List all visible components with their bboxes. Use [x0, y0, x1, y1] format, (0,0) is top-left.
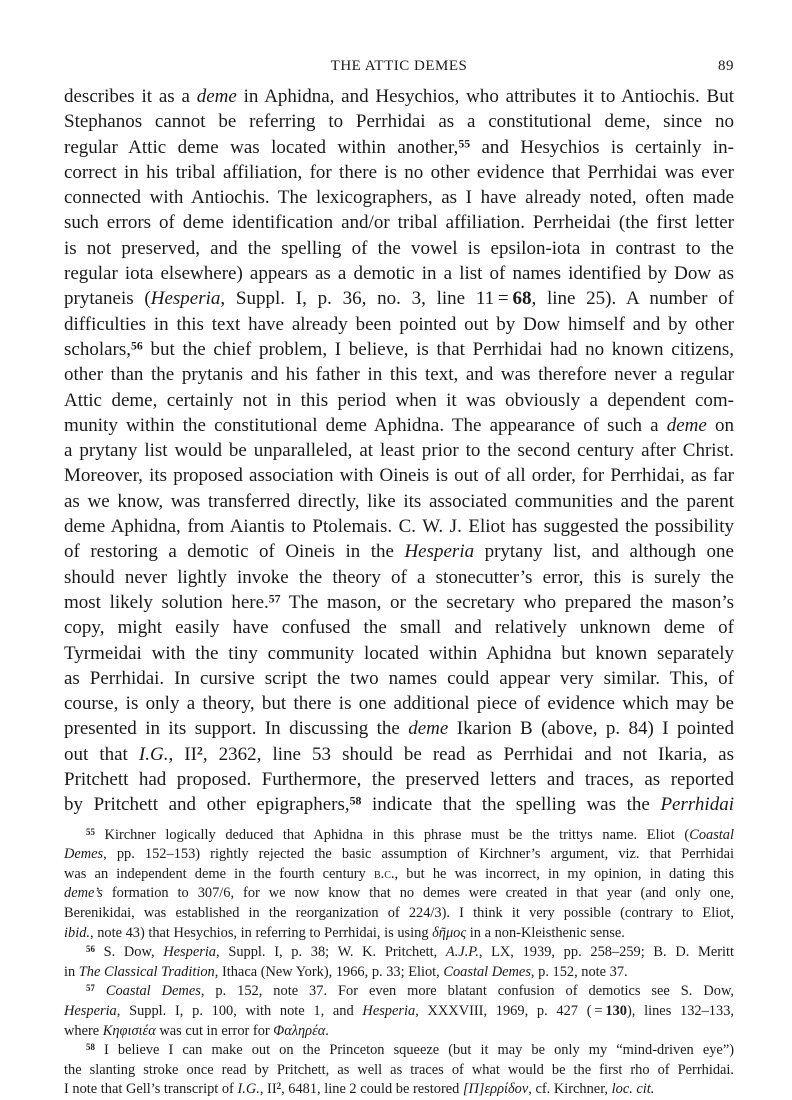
body-line: Stephanos cannot be referring to Perrhidai as a constitutional deme, since no [64, 111, 734, 133]
footnote-line: Hesperia, Suppl. I, p. 100, with note 1, and Hesperia, XXXVIII, 1969, p. 427 ( = 130), lines 132–133, [64, 1002, 734, 1019]
footnote-line: was an independent deme in the fourth century b.c., but he was incorrect, in my opinion, in dating this [64, 865, 734, 882]
footnote-line: in The Classical Tradition, Ithaca (New York), 1966, p. 33; Eliot, Coastal Demes, p. 152, note 37. [64, 963, 628, 980]
body-line: munity within the constitutional deme Aphidna. The appearance of such a deme on [64, 414, 734, 436]
body-line: should never lightly invoke the theory of a stonecutter’s error, this is surely the [64, 566, 734, 588]
body-line: Tyrmeidai with the tiny community located within Aphidna but known separately [64, 642, 734, 664]
footnote [64, 943, 734, 982]
body-line: is not preserved, and the spelling of the vowel is epsilon-iota in contrast to the [64, 237, 734, 259]
body-text [64, 84, 734, 818]
footnote-line: Demes, pp. 152–153) rightly rejected the basic assumption of Kirchner’s argument, viz. that Perrhidai [64, 846, 734, 863]
body-line: such errors of deme identification and/or tribal affiliation. Perrheidai (the first letter [64, 212, 734, 234]
body-line: out that I.G., $II^2$, 2362, line 53 should be read as Perrhidai and not Ikaria, as [64, 743, 734, 765]
body-line: Moreover, its proposed association with Oineis is out of all order, for Perrhidai, as far [64, 465, 734, 487]
footnotes [64, 826, 734, 1100]
body-line: as Perrhidai. In cursive script the two names could appear very similar. This, of [64, 667, 734, 689]
body-line: correct in his tribal affiliation, for there is no other evidence that Perrhidai was ever [64, 161, 734, 183]
footnote [64, 1041, 734, 1100]
footnote-line: deme’s formation to 307/6, for we now know that no demes were created in that year (and only one, [64, 885, 734, 902]
body-line: regular iota elsewhere) appears as a demotic in a list of names identified by Dow as [64, 263, 734, 285]
body-line: of restoring a demotic of Oineis in the Hesperia prytany list, and although one [64, 541, 734, 563]
footnote-line: $^{58}$ I believe I can make out on the Princeton squeeze (but it may be only my “mind-driven eye”) [86, 1042, 734, 1059]
footnote-line: ibid., note 43) that Hesychios, in referring to Perrhidai, is using δῆμος in a non-Kleisthenic sense. [64, 924, 625, 941]
footnote [64, 826, 734, 944]
footnote [64, 982, 734, 1041]
page-number: 89 [718, 58, 734, 74]
body-line: a prytany list would be unparalleled, at least prior to the second century after Christ. [64, 440, 734, 462]
body-line: course, is only a theory, but there is one additional piece of evidence which may be [64, 693, 734, 715]
body-line: difficulties in this text have already been pointed out by Dow himself and by other [64, 313, 734, 335]
footnote-line: I note that Gell’s transcript of I.G., $II^2$, 6481, line 2 could be restored [Π]ερρίδον, cf. Kirchner, loc. cit. [64, 1081, 655, 1098]
body-line: deme Aphidna, from Aiantis to Ptolemais. C. W. J. Eliot has suggested the possibility [64, 516, 734, 538]
footnote-line: where Κηφισιέα was cut in error for Φαληρέα. [64, 1022, 329, 1039]
body-line: scholars,$^{56}$ but the chief problem, I believe, is that Perrhidai had no known citizens, [64, 338, 734, 360]
body-line: as we know, was transferred directly, like its associated communities and the parent [64, 490, 734, 512]
body-line: prytaneis (Hesperia, Suppl. I, p. 36, no. 3, line 11 = 68, line 25). A number of [64, 288, 735, 310]
body-line: connected with Antiochis. The lexicographers, as I have already noted, often made [64, 187, 734, 209]
body-line: describes it as a deme in Aphidna, and Hesychios, who attributes it to Antiochis. But [64, 86, 734, 107]
body-line: Pritchett had proposed. Furthermore, the preserved letters and traces, as reported [64, 769, 734, 791]
body-line: most likely solution here.$^{57}$ The mason, or the secretary who prepared the mason’s [64, 591, 734, 613]
footnote-line: $^{57}$ Coastal Demes, p. 152, note 37. For even more blatant confusion of demotics see S. Dow, [86, 983, 734, 1000]
body-line: regular Attic deme was located within another,$^{55}$ and Hesychios is certainly in- [64, 136, 734, 158]
footnote-line: Berenikidai, was established in the reorganization of 224/3). I think it very possible (contrary to Eliot, [64, 904, 734, 921]
body-line: other than the prytanis and his father in this text, and was therefore never a regular [64, 364, 734, 386]
footnote-line: $^{56}$ S. Dow, Hesperia, Suppl. I, p. 38; W. K. Pritchett, A.J.P., LX, 1939, pp. 258–259; B. D. Meritt [86, 944, 734, 961]
footnote-line: the slanting stroke once read by Pritchett, as well as traces of what would be the first rho of Perrhidai. [64, 1061, 734, 1078]
body-line: Attic deme, certainly not in this period when it was obviously a dependent com- [64, 389, 734, 411]
footnote-line: $^{55}$ Kirchner logically deduced that Aphidna in this phrase must be the trittys name. Eliot (Coastal [86, 826, 734, 843]
body-line: copy, might easily have confused the small and relatively unknown deme of [64, 617, 734, 639]
body-line: by Pritchett and other epigraphers,$^{58}$ indicate that the spelling was the Perrhidai [64, 794, 734, 816]
page [64, 58, 734, 1100]
running-title: THE ATTIC DEMES [330, 58, 468, 74]
body-line: presented in its support. In discussing the deme Ikarion B (above, p. 84) I pointed [64, 718, 734, 740]
running-head [64, 58, 734, 84]
